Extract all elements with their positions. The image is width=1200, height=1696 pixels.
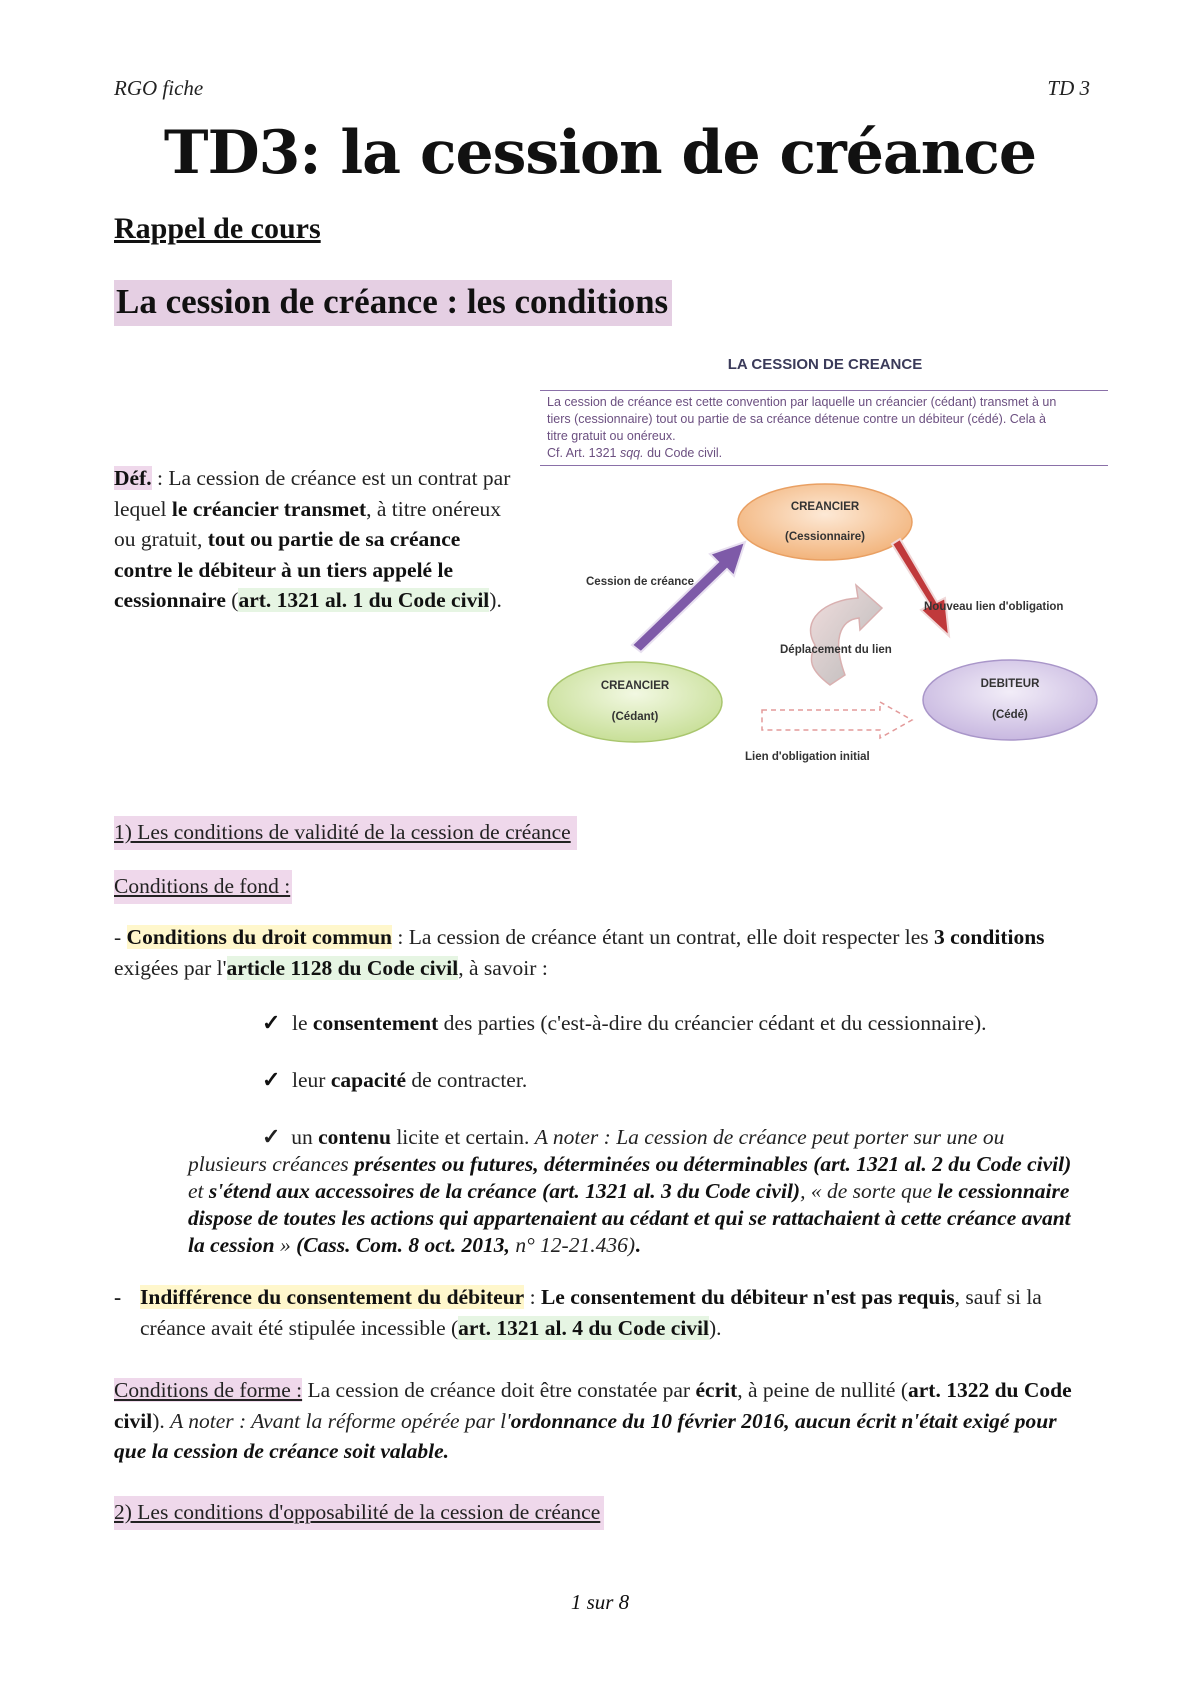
def-ref: art. 1321 al. 1 du Code civil	[238, 588, 490, 612]
dc-bold-1: 3 conditions	[934, 925, 1045, 949]
dc-dash: -	[114, 925, 127, 949]
forme-bold-1: écrit	[695, 1378, 738, 1402]
header-left: RGO fiche	[114, 76, 204, 100]
c3-note-bold-4: (Cass. Com. 8 oct. 2013,	[296, 1233, 510, 1257]
check-icon: ✓	[262, 1124, 281, 1149]
dc-label: Conditions du droit commun	[126, 925, 392, 949]
ind-ref: art. 1321 al. 4 du Code civil	[458, 1315, 709, 1340]
arrow-initial-label: Lien d'obligation initial	[745, 751, 870, 763]
c3-note-bold-2: s'étend aux accessoires de la créance (art. 1321 al. 3 du Code civil)	[208, 1179, 801, 1203]
c3-bold: contenu	[318, 1125, 391, 1149]
c3-note-6: .	[634, 1233, 641, 1257]
forme-text-3: ).	[152, 1408, 171, 1433]
node-debiteur-label-1: DEBITEUR	[980, 678, 1040, 690]
diagram-rule-top	[540, 390, 1108, 391]
diagram-definition	[547, 394, 1107, 462]
node-cessionnaire-shape	[738, 484, 912, 560]
condition-contenu	[188, 1123, 1088, 1259]
fond-wrap	[114, 871, 292, 902]
forme-label: Conditions de forme :	[114, 1378, 303, 1402]
def-text-1: : La cession de créance est un contrat par lequel	[114, 466, 511, 521]
dc-ref: article 1128 du Code civil	[226, 955, 459, 980]
diagram-rule-bottom	[540, 465, 1108, 466]
c3-note-4: »	[274, 1233, 297, 1257]
ind-label: Indifférence du consentement du débiteur	[140, 1285, 525, 1309]
condition-capacite	[292, 1065, 1092, 1096]
diagram-def-line-4a: Cf. Art. 1321	[547, 446, 620, 460]
def-text-3: (	[225, 588, 239, 612]
c3-note-2: et	[188, 1179, 209, 1203]
indifference	[140, 1282, 1080, 1343]
c3-note-bold-3: le cessionnaire dispose de toutes les actions qui appartenaient au cédant et qui se rattachaient à cette créance avant la cession	[188, 1179, 1071, 1257]
arrow-cession	[632, 542, 745, 652]
forme-note-bold-1: ordonnance du 10 février 2016, aucun écrit n'était exigé pour que la cession de créance soit valable.	[114, 1408, 1057, 1463]
c3-note-5: n° 12-21.436)	[509, 1233, 635, 1257]
check-icon: ✓	[262, 1010, 281, 1035]
arrow-lien-initial	[762, 702, 912, 738]
def-text-4: ).	[489, 588, 502, 612]
forme-note-1: A noter : Avant la réforme opérée par l'	[170, 1408, 511, 1433]
node-cedant-label-2: (Cédant)	[611, 711, 659, 723]
c3-note-1: A noter : La cession de créance peut porter sur une ou plusieurs créances	[188, 1125, 1005, 1176]
section-title: La cession de créance : les conditions	[114, 280, 672, 326]
rappel-heading: Rappel de cours	[114, 212, 321, 245]
diagram-title: LA CESSION DE CREANCE	[727, 356, 923, 373]
diagram-def-line-2: tiers (cessionnaire) tout ou partie de sa créance détenue contre un débiteur (cédé). Cela à	[547, 412, 1046, 426]
arrow-cession-label: Cession de créance	[586, 576, 695, 588]
node-debiteur-shape	[923, 660, 1097, 740]
forme-bold-2: art. 1322 du Code civil	[114, 1378, 1072, 1433]
diagram-graphic	[540, 470, 1110, 770]
arrow-nouveau-lien	[892, 539, 949, 636]
def-bold-1: le créancier transmet	[171, 496, 367, 521]
c3-text-c: licite et certain.	[390, 1125, 535, 1149]
c3-note-bold-1: présentes ou futures, déterminées ou déterminables (art. 1321 al. 2 du Code civil)	[354, 1152, 1072, 1176]
condition-consentement	[292, 1008, 1092, 1039]
ind-dash: -	[114, 1285, 122, 1309]
header-right: TD 3	[1047, 76, 1090, 100]
diagram-def-line-3: titre gratuit ou onéreux.	[547, 429, 676, 443]
dc-text-1: : La cession de créance étant un contrat, elle doit respecter les	[391, 925, 935, 949]
conditions-forme	[114, 1375, 1080, 1467]
ind-text-2: , sauf si la créance avait été stipulée incessible (	[140, 1285, 1042, 1340]
c1-text-c: des parties (c'est-à-dire du créancier cédant et du cessionnaire).	[438, 1011, 987, 1035]
c3-note-3: , « de sorte que	[800, 1179, 938, 1203]
arrow-deplacement	[811, 585, 882, 685]
diagram-def-line-4b: sqq.	[619, 446, 644, 460]
c1-bold: consentement	[312, 1011, 439, 1035]
diagram-def-line-4c: du Code civil.	[643, 446, 723, 460]
def-bold-2: tout ou partie de sa créance contre le débiteur à un tiers appelé le cessionnaire	[114, 527, 461, 612]
node-cessionnaire-label-2: (Cessionnaire)	[785, 531, 865, 543]
arrow-deplacement-label: Déplacement du lien	[780, 644, 892, 656]
node-cedant-shape	[548, 662, 722, 742]
c2-text-c: de contracter.	[406, 1068, 528, 1092]
s1-heading: 1) Les conditions de validité de la cession de créance	[114, 816, 577, 850]
c1-text-a: le	[292, 1011, 313, 1035]
page-title: TD3: la cession de créance	[163, 118, 1037, 188]
node-cessionnaire-label-1: CREANCIER	[790, 501, 860, 513]
c3-text-a: un	[291, 1125, 319, 1149]
dc-text-2: exigées par l'	[114, 955, 227, 980]
forme-text-2: , à peine de nullité (	[737, 1378, 908, 1402]
s2-heading-wrap	[114, 1497, 604, 1528]
ind-bold-1: Le consentement du débiteur n'est pas requis	[540, 1285, 955, 1309]
diagram-def-line-1: La cession de créance est cette convention par laquelle un créancier (cédant) transmet à un	[547, 395, 1057, 409]
check-icon: ✓	[262, 1067, 281, 1092]
c2-text-a: leur	[292, 1068, 331, 1092]
c2-bold: capacité	[330, 1068, 407, 1092]
forme-text-1: La cession de créance doit être constatée par	[302, 1378, 696, 1402]
ind-text-3: ).	[709, 1315, 722, 1340]
definition	[114, 463, 514, 616]
page-number: 1 sur 8	[570, 1590, 630, 1614]
droit-commun	[114, 922, 1074, 983]
s2-heading: 2) Les conditions d'opposabilité de la cession de créance	[114, 1496, 604, 1530]
ind-text-1: :	[524, 1285, 541, 1309]
dc-text-3: , à savoir :	[458, 955, 548, 980]
node-debiteur-label-2: (Cédé)	[992, 709, 1028, 721]
cession-diagram	[540, 350, 1110, 770]
def-label: Déf.	[114, 466, 152, 490]
arrow-nouveau-label: Nouveau lien d'obligation	[924, 601, 1064, 613]
s1-heading-wrap	[114, 817, 577, 848]
def-text-2: , à titre onéreux ou gratuit,	[114, 496, 502, 551]
conditions-fond: Conditions de fond :	[114, 870, 292, 904]
node-cedant-label-1: CREANCIER	[600, 680, 670, 692]
